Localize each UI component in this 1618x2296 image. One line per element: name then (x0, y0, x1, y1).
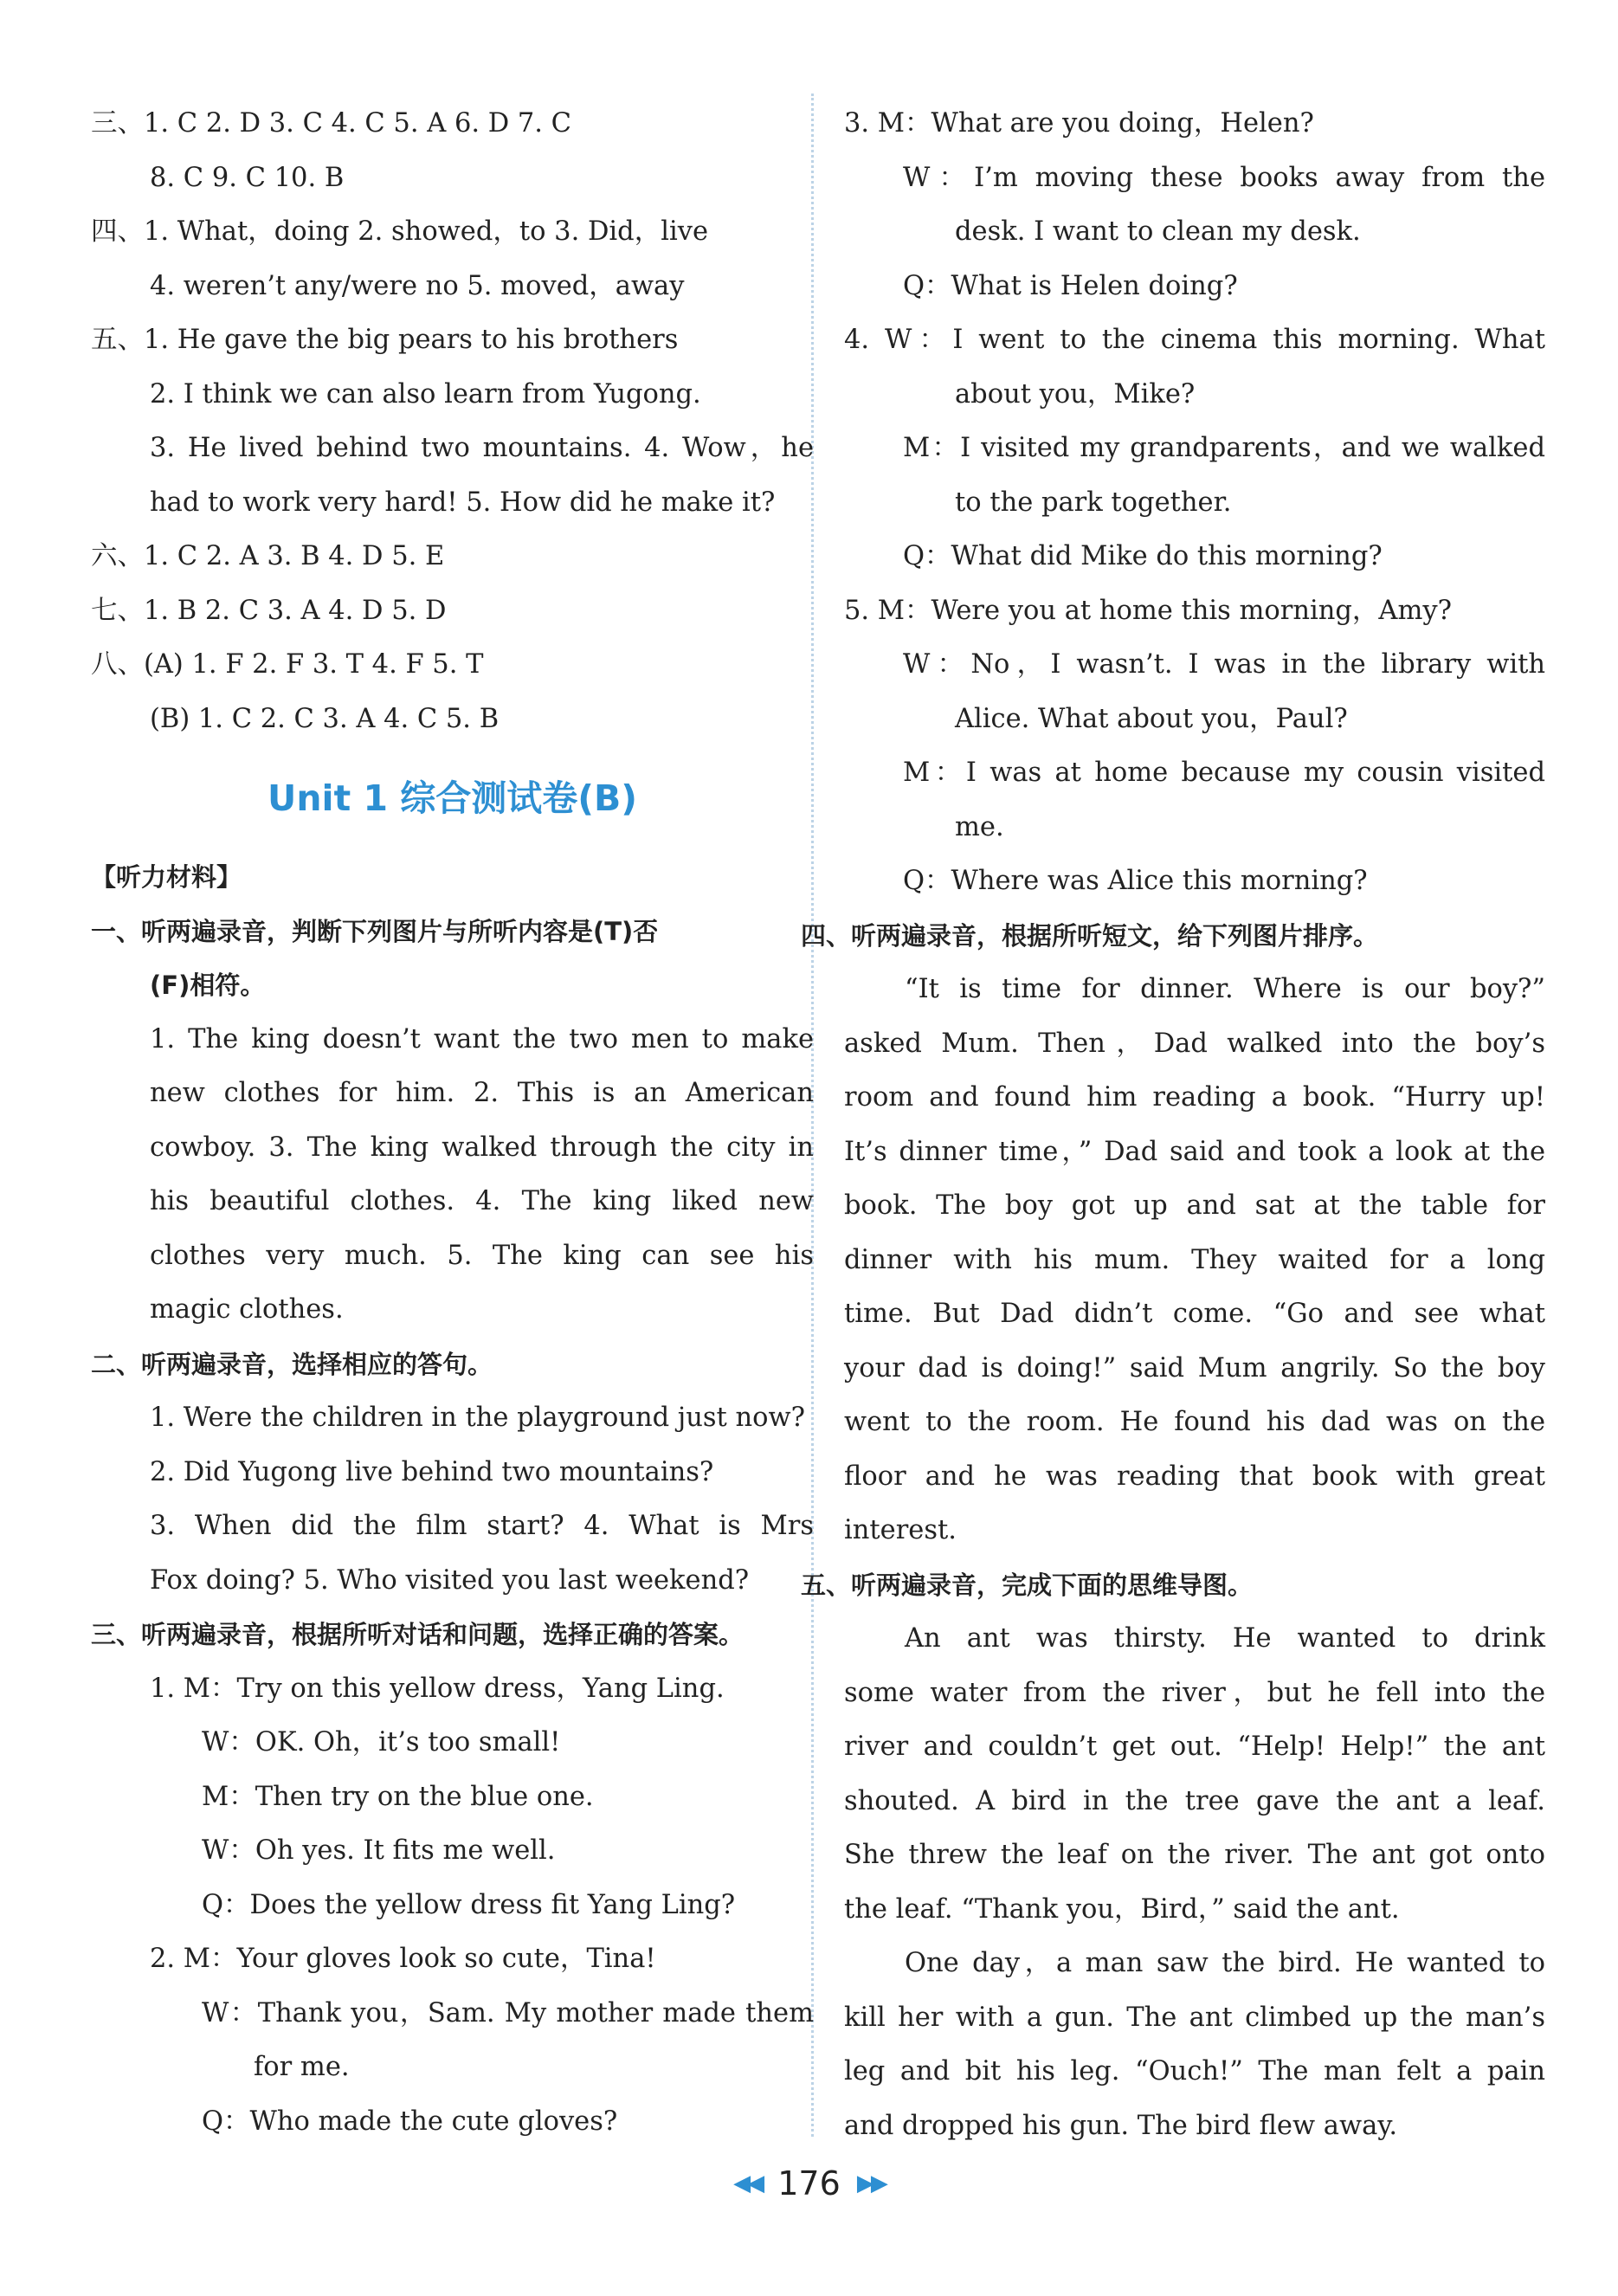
dialog-line: desk. I want to clean my desk. (955, 216, 1361, 247)
text-line: time. But Dad didn’t come. “Go and see what (844, 1299, 1545, 1329)
text-line: the leaf. “Thank you，Bird，” said the ant. (844, 1893, 1400, 1925)
answer-key (91, 97, 814, 746)
answer-line: 8. C 9. C 10. B (150, 162, 345, 193)
answer-line: 2. I think we can also learn from Yugong. (150, 378, 701, 410)
dialog-line: 1. M：Try on this yellow dress，Yang Ling. (150, 1673, 725, 1704)
text-line: shouted. A bird in the tree gave the ant a leaf. (844, 1785, 1545, 1816)
section-heading: 二、听两遍录音，选择相应的答句。 (91, 1349, 493, 1379)
dialog-line: M：I was at home because my cousin visited (903, 758, 1545, 788)
text-line: interest. (844, 1515, 957, 1545)
answer-line: 4. weren’t any/were no 5. moved，away (150, 270, 685, 301)
text-line: river and couldn’t get out. “Help! Help!” the ant (844, 1732, 1545, 1762)
text-line: his beautiful clothes. 4. The king liked new (150, 1186, 814, 1216)
section-3 (91, 1608, 814, 2149)
dialog-line: Alice. What about you，Paul? (955, 703, 1348, 734)
section-4 (801, 909, 1545, 1558)
answer-line: 3. He lived behind two mountains. 4. Wow，he (150, 433, 814, 463)
section-heading: 四、听两遍录音，根据所听短文，给下列图片排序。 (801, 920, 1379, 951)
text-line: She threw the leaf on the river. The ant got onto (844, 1840, 1545, 1870)
dialog-line: about you，Mike? (955, 378, 1196, 410)
text-line: An ant was thirsty. He wanted to drink (905, 1623, 1545, 1654)
text-line: clothes very much. 5. The king can see his (150, 1240, 814, 1271)
dialog-line: for me. (254, 2052, 350, 2082)
text-line: some water from the river，but he fell into the (844, 1677, 1545, 1708)
answer-line: 四、1. What，doing 2. showed，to 3. Did，live (91, 216, 708, 247)
text-line: It’s dinner time，” Dad said and took a look at the (844, 1136, 1545, 1167)
dialog-line: Q：What did Mike do this morning? (903, 541, 1383, 571)
text-line: 1. The king doesn’t want the two men to make (150, 1023, 814, 1054)
answer-line: 七、1. B 2. C 3. A 4. D 5. D (91, 595, 447, 626)
text-line: leg and bit his leg. “Ouch!” The man felt a pain (844, 2056, 1545, 2086)
unit-title: Unit 1 综合测试卷(B) (268, 777, 637, 819)
section-heading: 三、听两遍录音，根据所听对话和问题，选择正确的答案。 (91, 1620, 745, 1649)
section-3-continued (844, 97, 1545, 909)
dialog-line: W：No，I wasn’t. I was in the library with (903, 649, 1545, 680)
text-line: cowboy. 3. The king walked through the city in (150, 1132, 814, 1163)
answer-line: 五、1. He gave the big pears to his brothers (91, 325, 679, 355)
text-line: magic clothes. (150, 1294, 344, 1325)
dialog-line: 5. M：Were you at home this morning，Amy? (844, 595, 1452, 626)
text-line: 2. Did Yugong live behind two mountains? (150, 1456, 714, 1487)
dialog-line: me. (955, 811, 1004, 842)
text-line: your dad is doing!” said Mum angrily. So the boy (844, 1352, 1545, 1383)
text-line: room and found him reading a book. “Hurry up! (844, 1082, 1545, 1113)
answer-line: 三、1. C 2. D 3. C 4. C 5. A 6. D 7. C (91, 108, 572, 139)
answer-line: had to work very hard! 5. How did he make it? (150, 487, 776, 518)
dialog-line: M：I visited my grandparents，and we walked (903, 433, 1545, 463)
dialog-line: 2. M：Your gloves look so cute，Tina! (150, 1944, 656, 1974)
text-line: “It is time for dinner. Where is our boy?” (905, 974, 1545, 1004)
text-line: and dropped his gun. The bird flew away. (844, 2110, 1398, 2141)
answer-line: (B) 1. C 2. C 3. A 4. C 5. B (150, 703, 500, 734)
text-line: 3. When did the film start? 4. What is Mrs (150, 1511, 814, 1541)
text-line: book. The boy got up and sat at the table for (844, 1190, 1545, 1221)
text-line: Fox doing? 5. Who visited you last weekend? (150, 1564, 750, 1596)
dialog-line: Q：What is Helen doing? (903, 270, 1238, 301)
dialog-line: W：Oh yes. It fits me well. (202, 1835, 556, 1866)
dialog-line: to the park together. (955, 487, 1232, 518)
dialog-line: M：Then try on the blue one. (202, 1781, 594, 1812)
left-column (91, 97, 814, 2149)
text-line: 1. Were the children in the playground just now? (150, 1403, 805, 1433)
section-5 (801, 1558, 1545, 2154)
text-line: One day，a man saw the bird. He wanted to (905, 1948, 1545, 1978)
dialog-line: 3. M：What are you doing，Helen? (844, 108, 1314, 139)
section-heading: 五、听两遍录音，完成下面的思维导图。 (801, 1570, 1254, 1600)
text-line: dinner with his mum. They waited for a long (844, 1244, 1545, 1275)
page-number: 176 (777, 2164, 841, 2202)
text-line: asked Mum. Then，Dad walked into the boy’s (844, 1028, 1545, 1059)
dialog-line: W：OK. Oh，it’s too small! (202, 1727, 561, 1757)
listening-material-label: 【听力材料】 (91, 862, 242, 892)
right-column (801, 97, 1545, 2153)
next-arrows-icon: ▶▶ (856, 2170, 885, 2196)
page-footer (0, 2164, 1618, 2216)
dialog-line: W：I’m moving these books away from the (903, 162, 1545, 193)
prev-arrows-icon: ◀◀ (733, 2170, 762, 2196)
section-2 (91, 1338, 814, 1609)
text-line: went to the room. He found his dad was on the (844, 1407, 1545, 1437)
section-heading: 一、听两遍录音，判断下列图片与所听内容是(T)否 (91, 916, 659, 946)
answer-line: 八、(A) 1. F 2. F 3. T 4. F 5. T (91, 649, 484, 680)
section-heading: (F)相符。 (150, 971, 266, 1000)
section-1 (91, 905, 814, 1338)
dialog-line: Q：Who made the cute gloves? (202, 2106, 618, 2137)
text-line: kill her with a gun. The ant climbed up the man’s (844, 2002, 1545, 2033)
dialog-line: Q：Where was Alice this morning? (903, 866, 1368, 896)
text-line: new clothes for him. 2. This is an American (150, 1078, 814, 1108)
text-line: floor and he was reading that book with great (844, 1461, 1545, 1492)
dialog-line: W：Thank you，Sam. My mother made them (202, 1997, 814, 2028)
dialog-line: Q：Does the yellow dress fit Yang Ling? (202, 1889, 736, 1920)
dialog-line: 4. W：I went to the cinema this morning. What (844, 325, 1545, 355)
answer-line: 六、1. C 2. A 3. B 4. D 5. E (91, 541, 445, 571)
